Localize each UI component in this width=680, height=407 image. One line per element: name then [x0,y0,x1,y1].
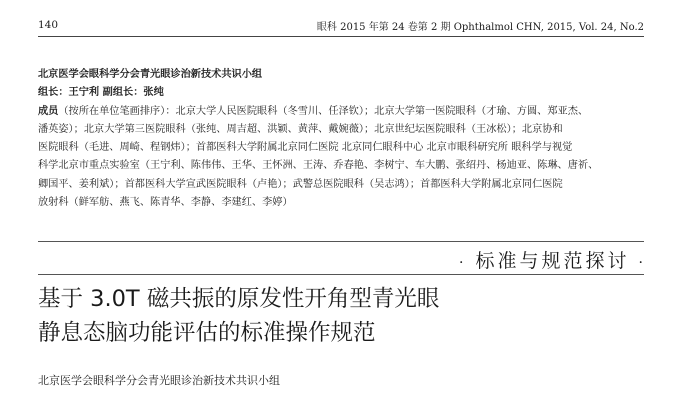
members-line: 医院眼科（毛进、周崎、程钢炜）；首都医科大学附属北京同仁医院 北京同仁眼科中心 北京市眼科研究所 眼科学与视觉 [38,142,573,154]
running-header [38,14,644,37]
group-name: 北京医学会眼科学分会青光眼诊治新技术共识小组 [38,69,263,80]
members-label: 成员 [38,105,59,117]
author-group-block [38,66,644,212]
members-line: 卿国平、姜利斌）；首都医科大学宣武医院眼科（卢艳）；武警总医院眼科（吴志鸿）；首都医科大学附属北京同仁医院 [38,178,563,190]
title-line-1: 基于 3.0T 磁共振的原发性开角型青光眼 [38,286,440,312]
article-byline: 北京医学会眼科学分会青光眼诊治新技术共识小组 [38,374,280,387]
article-title [38,282,644,350]
members-paragraph [38,103,644,121]
members-line: 潘英姿）；北京大学第三医院眼科（张纯、周吉超、洪颖、黄萍、戴婉薇）；北京世纪坛医院眼科（王冰松）；北京协和 [38,123,563,135]
members-line: 科学北京市重点实验室（王宁利、陈伟伟、王华、王怀洲、王涛、乔春艳、李树宁、车大鹏、张绍丹、杨迪亚、陈琳、唐祈、 [38,160,599,172]
page-number: 140 [38,19,59,31]
divider [38,241,644,242]
title-line-2: 静息态脑功能评估的标准操作规范 [38,320,376,346]
divider [38,274,644,275]
journal-info: 眼科 2015 年第 24 卷第 2 期 Ophthalmol CHN, 2015, Vol. 24, No.2 [316,21,644,33]
bullet-dot: · [638,255,646,271]
bullet-dot: · [458,255,467,271]
group-leaders: 组长：王宁利 副组长：张纯 [38,87,164,99]
section-tag [459,246,646,273]
members-line: 放射科（鲜军舫、燕飞、陈青华、李静、李建红、李婷） [38,197,293,209]
members-line: （按所在单位笔画排序）：北京大学人民医院眼科（冬雪川、任泽钦）；北京大学第一医院眼科（才瑜、方圆、郑亚杰、 [58,105,589,117]
section-tag-label: 标准与规范探讨 [475,250,630,272]
